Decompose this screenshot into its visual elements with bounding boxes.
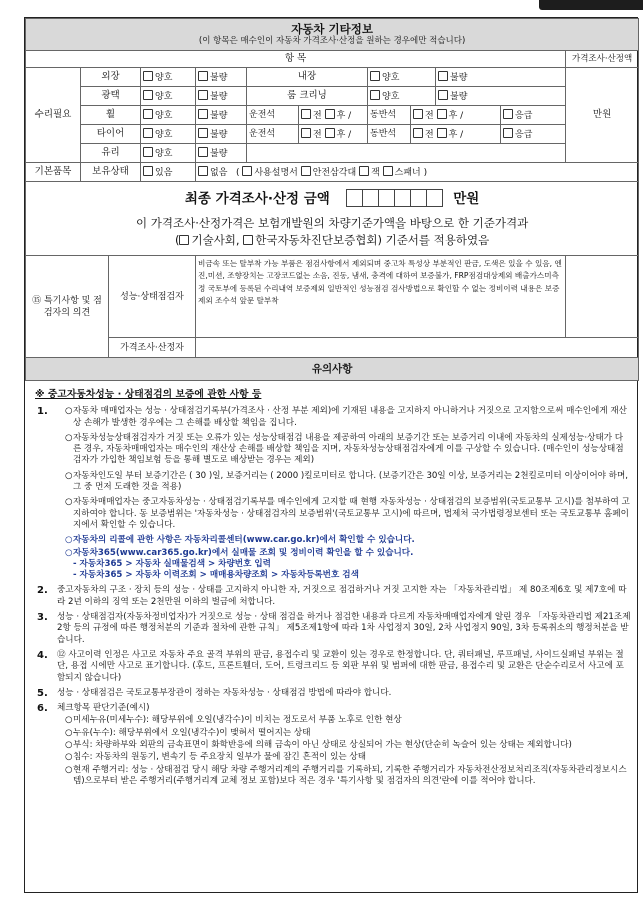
tire-driver-options[interactable]: 전 후 / xyxy=(299,125,368,144)
note-text: 미세누유(미세누수): 해당부위에 오일(냉각수)이 비치는 정도로서 부품 노후로 인한 현상 xyxy=(73,715,402,726)
note-number: 3. xyxy=(37,612,48,624)
checkbox-icon[interactable] xyxy=(242,166,252,176)
notes-section xyxy=(25,381,637,787)
note-text: - 자동차365 > 자동차 실매물검색 > 차량번호 입력 xyxy=(73,558,271,569)
checkbox-icon[interactable] xyxy=(370,90,380,100)
remarks-empty xyxy=(566,256,639,338)
price-basis-line1: 이 가격조사·산정가격은 보험개발원의 차량기준가액을 바탕으로 한 기준가격과 xyxy=(136,215,529,230)
roomclean-bad-option[interactable]: 불량 xyxy=(436,87,566,106)
final-price-section xyxy=(26,182,639,256)
note-number: 4. xyxy=(37,649,48,661)
checkbox-icon[interactable] xyxy=(198,71,208,81)
checkbox-icon[interactable] xyxy=(143,71,153,81)
bullet-icon: ○ xyxy=(65,406,73,417)
interior-good-option[interactable]: 양호 xyxy=(368,68,436,87)
checkbox-icon[interactable] xyxy=(370,71,380,81)
bullet-icon: ○ xyxy=(65,470,73,481)
note-text: 자동차성능상태점검자가 거짓 또는 오류가 있는 성능상태점검 내용을 제공하여 아래의 보증기간 또는 보증거리 이내에 자동차의 실제성능·상태가 다른 경우, 자동차매매업자는 매수인의 재산상 손해를 배상할 책임을 지며, 자동차성능상태점검자에게 이를 구상할 수 있습니다. (매수인이 성능상태점검자가 가입한 책임보험 등을 통해 별도로 배상받는 경우는 제외) xyxy=(73,432,624,466)
wheel-passenger-options[interactable]: 전 후 / xyxy=(411,106,501,125)
wheel-good-option[interactable]: 양호 xyxy=(141,106,196,125)
note-text: 현재 주행거리: 성능 · 상태점검 당시 해당 차량 주행거리계의 주행거리를 기록하되, 기록한 주행거리가 자동차전산정보처리조직(자동차관리정보시스템)으로부터 받은 주행거리(주행거리계 교체 정보 포함)보다 적은 경우 '특기사항 및 점검자의 의견'란에 이를 적어야 합니다. xyxy=(73,764,627,786)
bullet-icon: ○ xyxy=(65,535,73,546)
checkbox-icon[interactable] xyxy=(143,147,153,157)
note-text: 성능 · 상태점검은 국토교통부장관이 정하는 자동차성능 · 상태점검 방법에 따라야 합니다. xyxy=(57,687,392,698)
note-text: - 자동차365 > 자동차 이력조회 > 매매용차량조회 > 자동차등록번호 검색 xyxy=(73,570,359,581)
checkbox-icon[interactable] xyxy=(198,128,208,138)
checkbox-icon[interactable] xyxy=(301,166,311,176)
exterior-label: 외장 xyxy=(81,68,141,87)
price-checker-value xyxy=(196,338,639,358)
exterior-bad-option[interactable]: 불량 xyxy=(196,68,247,87)
checkbox-icon[interactable] xyxy=(437,109,447,119)
final-price-unit: 만원 xyxy=(453,190,480,207)
checkbox-icon[interactable] xyxy=(383,166,393,176)
bullet-icon: ○ xyxy=(65,752,73,763)
note-number: 5. xyxy=(37,687,48,699)
basic-none-options[interactable]: 없음 ( 사용설명서 안전삼각대 잭 스패너 ) xyxy=(196,163,639,182)
checkbox-icon[interactable] xyxy=(325,109,335,119)
basic-have-option[interactable]: 있음 xyxy=(141,163,196,182)
polish-label: 광택 xyxy=(81,87,141,106)
bullet-icon: ○ xyxy=(65,547,73,558)
other-info-table xyxy=(25,18,639,381)
note-text: 부식: 차량하부와 외판의 금속표면이 화학반응에 의해 금속이 아닌 상태로 상실되어 가는 현상(단순히 녹슬어 있는 상태는 제외합니다) xyxy=(73,740,572,751)
glass-bad-option[interactable]: 불량 xyxy=(196,144,247,163)
checkbox-icon[interactable] xyxy=(301,128,311,138)
note-text: 체크항목 판단기준(예시) xyxy=(57,703,150,714)
note-text: 누유(누수): 해당부위에서 오일(냉각수)이 맺혀서 떨어지는 상태 xyxy=(73,727,311,738)
col-price-header: 가격조사·산정액 xyxy=(566,51,639,68)
tire-driver-label: 운전석 xyxy=(247,125,299,144)
notes-title: 유의사항 xyxy=(26,358,639,381)
checkbox-icon[interactable] xyxy=(143,109,153,119)
checkbox-icon[interactable] xyxy=(198,147,208,157)
checkbox-icon[interactable] xyxy=(413,128,423,138)
checkbox-icon[interactable] xyxy=(198,166,208,176)
tire-emergency-option[interactable]: 응급 xyxy=(501,125,566,144)
checkbox-icon[interactable] xyxy=(198,90,208,100)
final-price-title: 최종 가격조사·산정 금액 xyxy=(184,190,330,207)
note-text: 자동차 매매업자는 성능 · 상태점검기록부(가격조사 · 산정 부분 제외)에 기재된 내용을 고지하지 아니하거나 거짓으로 고지함으로써 매수인에게 재산상 손해가 발생한 경우에는 그 손해를 배상할 책임을 집니다. xyxy=(73,406,627,428)
section-header xyxy=(26,19,639,51)
checkbox-icon[interactable] xyxy=(179,235,189,245)
checkbox-icon[interactable] xyxy=(143,90,153,100)
tire-passenger-label: 동반석 xyxy=(368,125,411,144)
bullet-icon: ○ xyxy=(65,764,73,775)
section-subtitle: (이 항목은 매수인이 자동차 가격조사·산정을 원하는 경우에만 적습니다) xyxy=(198,35,466,46)
bullet-icon: ○ xyxy=(65,740,73,751)
section-title: 자동차 기타정보 xyxy=(291,21,373,36)
bullet-icon: ○ xyxy=(65,497,73,508)
remarks-label: ⑮ 특기사항 및 점검자의 의견 xyxy=(26,256,109,358)
wheel-emergency-option[interactable]: 응급 xyxy=(501,106,566,125)
tire-label: 타이어 xyxy=(81,125,141,144)
glass-good-option[interactable]: 양호 xyxy=(141,144,196,163)
checkbox-icon[interactable] xyxy=(243,235,253,245)
checkbox-icon[interactable] xyxy=(359,166,369,176)
checkbox-icon[interactable] xyxy=(438,90,448,100)
perf-checker-opinion: 비금속 또는 탈부착 가능 부품은 점검사항에서 제외되며 중고차 특성상 부분적인 판금, 도색은 있을 수 있음, 엔진,미션, 조향장치는 고장코드없는 소음, 진동, 냄새, 충격에 대하여 보증불가, FRP점검대상제외 배출가스미측정 국토부에 등록된 수리내역 보증제외 일반적인 성능점검 검사방법으로 확인할 수 없는 정비이력 내용은 보증제외 조수석 앞문 탈부착 xyxy=(196,256,566,338)
bullet-icon: ○ xyxy=(65,432,73,443)
car365-link-text[interactable]: 자동차365(www.car365.go.kr)에서 실매물 조회 및 정비이력 확인을 할 수 있습니다. xyxy=(73,547,414,558)
perf-checker-label: 성능·상태점검자 xyxy=(109,256,196,338)
tire-good-option[interactable]: 양호 xyxy=(141,125,196,144)
notes-heading: ※ 중고자동차성능 · 상태점검의 보증에 관한 사항 등 xyxy=(35,389,262,400)
exterior-good-option[interactable]: 양호 xyxy=(141,68,196,87)
price-checker-label: 가격조사·산정자 xyxy=(109,338,196,358)
polish-bad-option[interactable]: 불량 xyxy=(196,87,247,106)
price-unit: 만원 xyxy=(566,68,639,163)
wheel-passenger-label: 동반석 xyxy=(368,106,411,125)
note-text: 자동차매매업자는 중고자동차성능 · 상태점검기록부를 매수인에게 고지할 때 현행 자동차성능 · 상태점검의 보증범위(국토교통부 고시)를 첨부하여 고지하여야 합니다. 동 보증범위는 '자동차성능 · 상태점검자의 보증범위'(국토교통부 고시)에 따르며, 법제처 국가법령정보센터 또는 국토교통부 홈페이지에서 확인할 수 있습니다. xyxy=(73,497,630,530)
checkbox-icon[interactable] xyxy=(503,128,513,138)
checkbox-icon[interactable] xyxy=(301,109,311,119)
checkbox-icon[interactable] xyxy=(143,166,153,176)
wheel-driver-label: 운전석 xyxy=(247,106,299,125)
note-number: 1. xyxy=(37,406,48,418)
note-number: 6. xyxy=(37,703,48,715)
basic-items-label: 기본품목 xyxy=(26,163,81,182)
price-basis-line2: ( 기술사회, 한국자동차진단보증협회) 기준서를 적용하였음 xyxy=(174,232,490,247)
checkbox-icon[interactable] xyxy=(437,128,447,138)
polish-good-option[interactable]: 양호 xyxy=(141,87,196,106)
col-item-header: 항 목 xyxy=(26,51,566,68)
checkbox-icon[interactable] xyxy=(143,128,153,138)
note-number: 2. xyxy=(37,585,48,597)
note-text: 성능 · 상태점검자(자동차정비업자)가 거짓으로 성능 · 상태 점검을 하거나 점검한 내용과 다르게 자동차매매업자에게 알린 경우 「자동차관리법 제21조제2항 등의 규정에 따른 행정처분의 기준과 절차에 관한 규칙」 제5조제1항에 따라 1차 사업정지 30일, 2차 사업정지 90일, 3차 등록취소의 행정처분을 받습니다. xyxy=(57,612,631,645)
wheel-label: 휠 xyxy=(81,106,141,125)
roomclean-good-option[interactable]: 양호 xyxy=(368,87,436,106)
note-text: 중고자동차의 구조 · 장치 등의 성능 · 상태를 고지하지 아니한 자, 거짓으로 점검하거나 거짓 고지한 자는 「자동차관리법」 제 80조제6호 및 제7호에 따라 2년 이하의 징역 또는 2천만원 이하의 벌금에 처합니다. xyxy=(57,585,627,607)
tire-passenger-options[interactable]: 전 후 / xyxy=(411,125,501,144)
checkbox-icon[interactable] xyxy=(325,128,335,138)
checkbox-icon[interactable] xyxy=(413,109,423,119)
note-text: 자동차인도일 부터 보증기간은 ( 30 )일, 보증거리는 ( 2000 )킬로미터로 합니다. (보증기간은 30일 이상, 보증거리는 2천킬로미터 이상이어야 하며, 그 중 먼저 도래한 것을 적용) xyxy=(73,470,629,493)
recall-link-text[interactable]: 자동차의 리콜에 관한 사항은 자동차리콜센터(www.car.go.kr)에서 확인할 수 있습니다. xyxy=(73,535,415,546)
inspection-sheet xyxy=(24,17,638,893)
note-text: 침수: 자동차의 원동기, 변속기 등 주요장치 일부가 물에 잠긴 흔적이 있는 상태 xyxy=(73,752,367,763)
checkbox-icon[interactable] xyxy=(503,109,513,119)
glass-label: 유리 xyxy=(81,144,141,163)
checkbox-icon[interactable] xyxy=(438,71,448,81)
bullet-icon: ○ xyxy=(65,715,73,726)
bullet-icon: ○ xyxy=(65,727,73,738)
note-text: ⑫ 사고이력 인정은 사고로 자동차 주요 골격 부위의 판금, 용접수리 및 교환이 있는 경우로 한정합니다. 단, 쿼터패널, 루프패널, 사이드실패널 부위는 절단, 용접 시에만 사고로 표기합니다. (후드, 프론트휀더, 도어, 트렁크리드 등 외판 부위 및 범퍼에 대한 판금, 용접수리 및 교환은 단순수리로서 사고에 포함되지 않습니다) xyxy=(57,649,624,683)
roomclean-label: 룸 크리닝 xyxy=(247,87,368,106)
repair-label: 수리필요 xyxy=(26,68,81,163)
tire-bad-option[interactable]: 불량 xyxy=(196,125,247,144)
glass-empty xyxy=(247,144,566,163)
checkbox-icon[interactable] xyxy=(198,109,208,119)
top-tab xyxy=(539,0,643,10)
top-bar xyxy=(0,0,643,16)
wheel-driver-options[interactable]: 전 후 / xyxy=(299,106,368,125)
basic-status-label: 보유상태 xyxy=(81,163,141,182)
interior-bad-option[interactable]: 불량 xyxy=(436,68,566,87)
wheel-bad-option[interactable]: 불량 xyxy=(196,106,247,125)
price-input-boxes[interactable] xyxy=(347,189,443,209)
interior-label: 내장 xyxy=(247,68,368,87)
